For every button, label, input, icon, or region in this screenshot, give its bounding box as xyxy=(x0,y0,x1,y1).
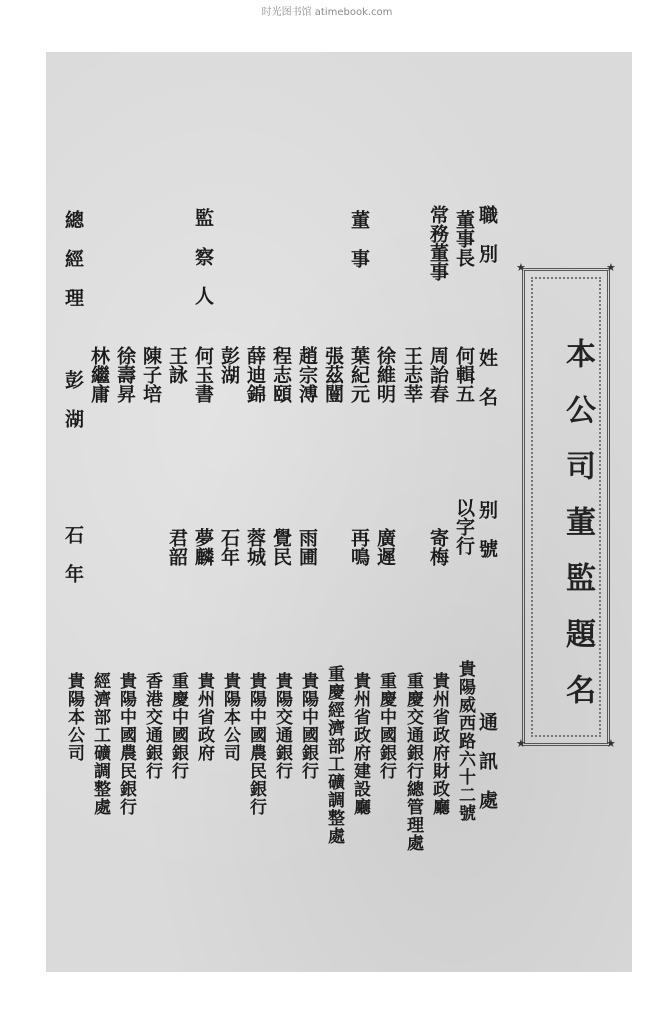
member-alias: 再鳴 xyxy=(348,528,370,566)
star-ornament-icon: ★ xyxy=(516,737,526,750)
member-address: 重慶經濟部工礦調整處 xyxy=(324,665,344,845)
member-alias: 以字行 xyxy=(453,498,475,555)
member-name: 何輯五 xyxy=(453,346,475,403)
star-ornament-icon: ★ xyxy=(606,261,616,274)
member-name: 王志莘 xyxy=(401,346,423,403)
member-address: 香港交通銀行 xyxy=(142,672,162,780)
header-address: 通訊處 xyxy=(476,712,498,829)
role-executive-directors: 常務董事 xyxy=(427,205,449,281)
member-alias: 石年 xyxy=(62,525,84,603)
member-address: 貴陽本公司 xyxy=(64,672,84,762)
header-alias: 别號 xyxy=(476,500,498,578)
member-address: 貴州省政府建設廳 xyxy=(350,672,370,816)
member-address: 貴陽中國農民銀行 xyxy=(246,672,266,816)
member-alias: 夢麟 xyxy=(192,528,214,566)
member-alias: 廣遲 xyxy=(374,528,396,566)
page-title: 本公司董監題名 xyxy=(560,338,595,730)
header-name: 姓名 xyxy=(476,348,498,426)
star-ornament-icon: ★ xyxy=(606,737,616,750)
member-address: 貴陽交通銀行 xyxy=(272,672,292,780)
member-address: 貴陽中國農民銀行 xyxy=(116,672,136,816)
member-address: 貴陽威西路六十二號 xyxy=(455,660,475,822)
member-alias: 雨圃 xyxy=(296,528,318,566)
member-name: 王詠 xyxy=(166,346,188,384)
role-supervisors: 監察人 xyxy=(192,208,214,325)
member-address: 貴州省政府 xyxy=(194,672,214,762)
member-name: 林繼庸 xyxy=(88,346,110,403)
member-name: 徐維明 xyxy=(374,346,396,403)
member-alias: 石年 xyxy=(218,528,240,566)
member-name: 彭湖 xyxy=(62,370,84,448)
member-alias: 君韶 xyxy=(166,528,188,566)
member-name: 程志頤 xyxy=(270,346,292,403)
member-name: 周詒春 xyxy=(427,346,449,403)
member-name: 薛迪錦 xyxy=(244,346,266,403)
member-name: 何玉書 xyxy=(192,346,214,403)
role-chairman: 董事長 xyxy=(453,210,475,267)
member-alias: 覺民 xyxy=(270,528,292,566)
member-address: 貴陽中國銀行 xyxy=(298,672,318,780)
member-address: 重慶中國銀行 xyxy=(168,672,188,780)
member-alias: 蓉城 xyxy=(244,528,266,566)
star-ornament-icon: ★ xyxy=(516,261,526,274)
member-name: 徐壽昇 xyxy=(114,346,136,403)
member-address: 重慶交通銀行總管理處 xyxy=(403,672,423,852)
member-name: 張茲闓 xyxy=(322,346,344,403)
header-position: 職別 xyxy=(476,205,498,283)
role-general-manager: 總經理 xyxy=(62,210,84,327)
role-directors: 董事 xyxy=(348,210,370,288)
member-name: 趙宗溥 xyxy=(296,346,318,403)
member-address: 重慶中國銀行 xyxy=(376,672,396,780)
member-name: 彭湖 xyxy=(218,346,240,384)
member-name: 葉紀元 xyxy=(348,346,370,403)
member-address: 貴陽本公司 xyxy=(220,672,240,762)
member-name: 陳子培 xyxy=(140,346,162,403)
watermark: 时光图书馆 atimebook.com xyxy=(261,7,393,18)
member-alias: 寄梅 xyxy=(427,528,449,566)
member-address: 貴州省政府財政廳 xyxy=(429,672,449,816)
member-address: 經濟部工礦調整處 xyxy=(90,672,110,816)
